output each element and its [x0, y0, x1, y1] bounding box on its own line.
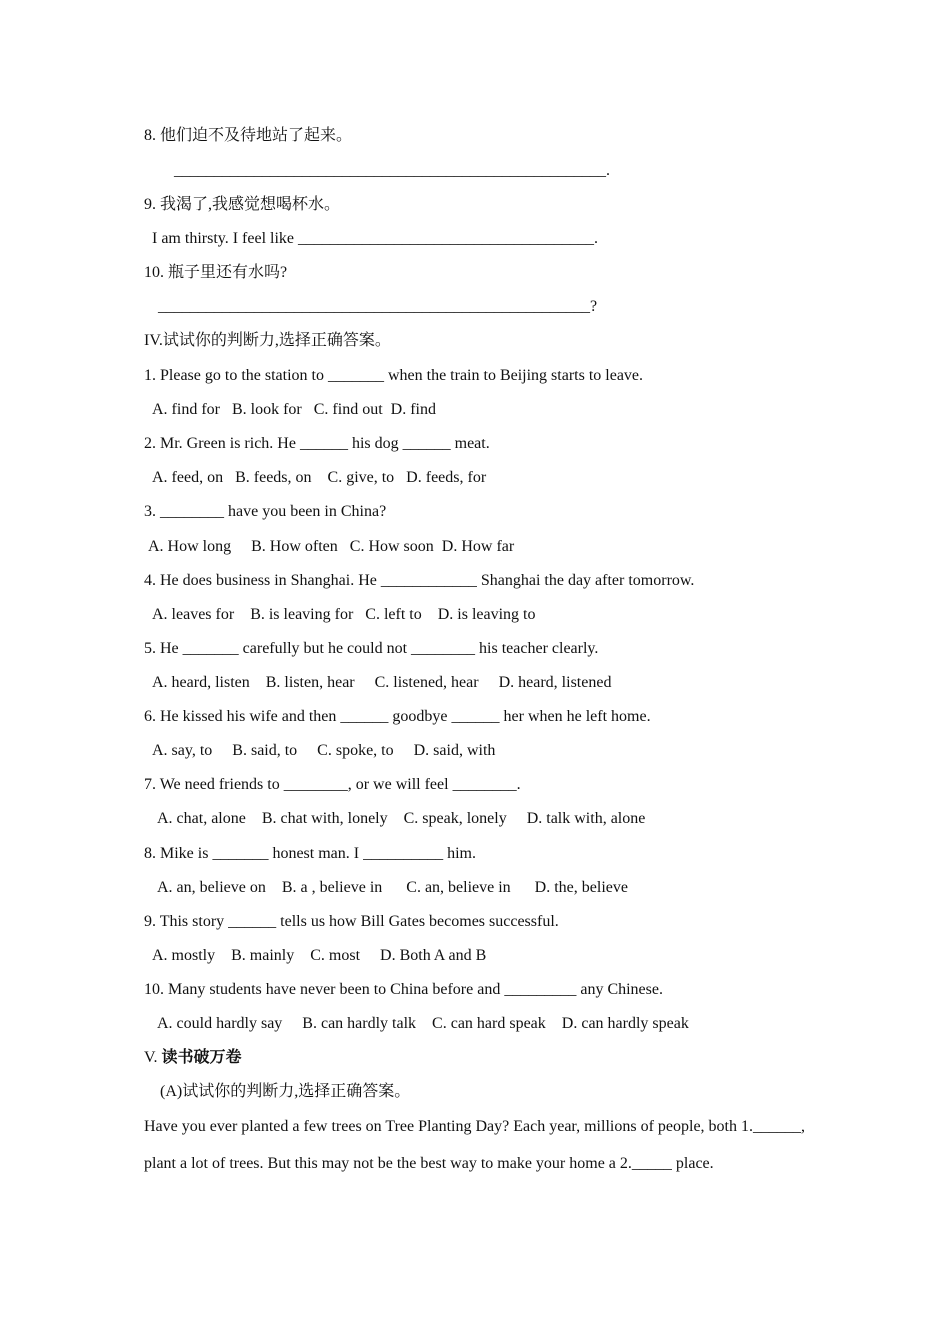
question-6: 6. He kissed his wife and then ______ goodbye ______ her when he left home. [144, 708, 651, 725]
question-2: 2. Mr. Green is rich. He ______ his dog ______ meat. [144, 435, 490, 452]
question-7: 7. We need friends to ________, or we will feel ________. [144, 776, 521, 793]
options-5: A. heard, listen B. listen, hear C. listened, hear D. heard, listened [152, 674, 612, 691]
options-10: A. could hardly say B. can hardly talk C. can hard speak D. can hardly speak [157, 1015, 689, 1032]
translation-prompt-10: 10. 瓶子里还有水吗? [144, 264, 288, 281]
translation-prompt-9: 9. 我渴了,我感觉想喝杯水。 [144, 196, 341, 213]
options-9: A. mostly B. mainly C. most D. Both A and B [152, 947, 487, 964]
question-4: 4. He does business in Shanghai. He ____________ Shanghai the day after tomorrow. [144, 572, 695, 589]
options-3: A. How long B. How often C. How soon D. How far [148, 538, 515, 555]
question-9: 9. This story ______ tells us how Bill Gates becomes successful. [144, 913, 559, 930]
section-heading-iv: IV.试试你的判断力,选择正确答案。 [144, 332, 391, 349]
options-6: A. say, to B. said, to C. spoke, to D. said, with [152, 742, 496, 759]
options-1: A. find for B. look for C. find out D. find [152, 401, 436, 418]
answer-line-9: I am thirsty. I feel like _____________________________________. [152, 230, 599, 247]
question-8: 8. Mike is _______ honest man. I __________ him. [144, 845, 476, 862]
options-4: A. leaves for B. is leaving for C. left to D. is leaving to [152, 606, 536, 623]
options-2: A. feed, on B. feeds, on C. give, to D. feeds, for [152, 469, 487, 486]
answer-line-8: ______________________________________________________. [174, 162, 610, 179]
answer-line-10: ______________________________________________________? [158, 298, 598, 315]
section-heading-v-title: 读书破万卷 [161, 1049, 242, 1066]
options-8: A. an, believe on B. a , believe in C. an, believe in D. the, believe [157, 879, 628, 896]
section-heading-v [144, 1048, 242, 1068]
reading-passage: Have you ever planted a few trees on Tree Planting Day? Each year, millions of people, both 1.______, plant a lot of trees. But this may not be the best way to make your home a 2._____ place. [144, 1118, 805, 1172]
question-1: 1. Please go to the station to _______ when the train to Beijing starts to leave. [144, 367, 644, 384]
sub-heading-a: (A)试试你的判断力,选择正确答案。 [160, 1083, 411, 1100]
options-7: A. chat, alone B. chat with, lonely C. speak, lonely D. talk with, alone [157, 810, 646, 827]
question-3: 3. ________ have you been in China? [144, 503, 387, 520]
section-heading-v-prefix: V. [144, 1049, 162, 1066]
translation-prompt-8: 8. 他们迫不及待地站了起来。 [144, 127, 353, 144]
question-5: 5. He _______ carefully but he could not ________ his teacher clearly. [144, 640, 599, 657]
question-10: 10. Many students have never been to China before and _________ any Chinese. [144, 981, 663, 998]
